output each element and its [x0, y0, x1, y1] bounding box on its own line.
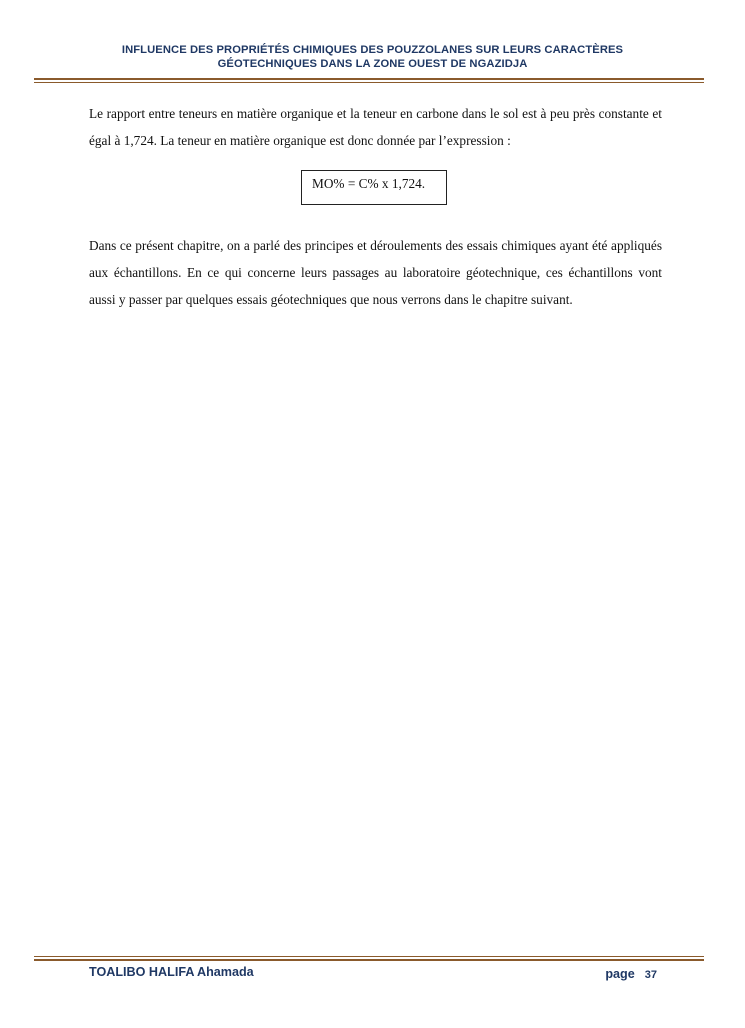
document-title-line-1: INFLUENCE DES PROPRIÉTÉS CHIMIQUES DES POUZZOLANES SUR LEURS CARACTÈRES	[121, 44, 624, 56]
footer-author: TOALIBO HALIFA Ahamada	[89, 965, 254, 979]
document-title	[60, 43, 685, 71]
page-number-value: 37	[644, 969, 657, 981]
page-label: page	[605, 967, 635, 981]
footer-divider	[34, 956, 704, 961]
paragraph-organic-matter: Le rapport entre teneurs en matière organique et la teneur en carbone dans le sol est à peu près constante et égal à 1,724. La teneur en matière organique est donc donnée par l’expression :	[89, 106, 662, 148]
formula-box: MO% = C% x 1,724.	[301, 170, 447, 205]
page-number	[605, 965, 657, 983]
paragraph-chapter-summary: Dans ce présent chapitre, on a parlé des principes et déroulements des essais chimiques ayant été appliqués aux échantillons. En ce qui concerne leurs passages au laboratoire géotechnique, ces échantillons vont aussi y passer par quelques essais géotechniques que nous verrons dans le chapitre suivant.	[89, 238, 662, 307]
header-divider	[34, 78, 704, 83]
document-title-line-2: GÉOTECHNIQUES DANS LA ZONE OUEST DE NGAZIDJA	[217, 58, 528, 70]
